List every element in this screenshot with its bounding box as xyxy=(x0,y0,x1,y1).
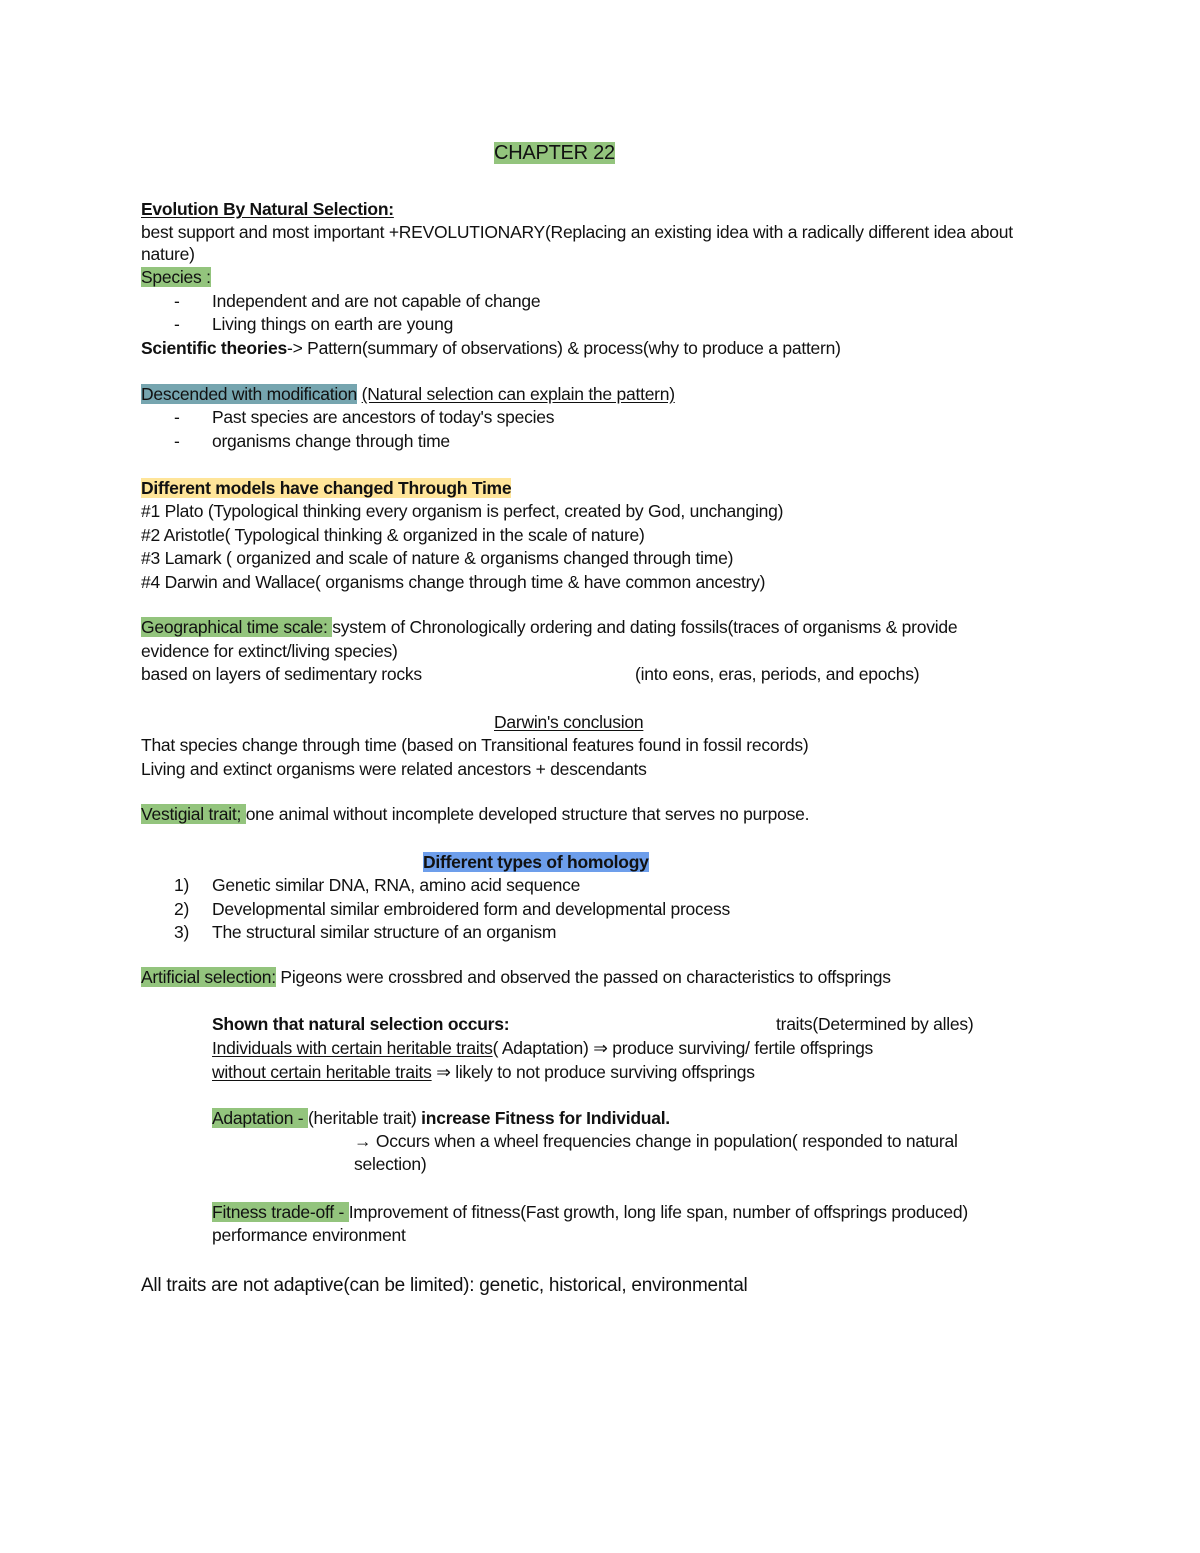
dash-bullet-icon: - xyxy=(174,407,180,427)
models-heading: Different models have changed Through Time xyxy=(141,478,512,498)
dash-bullet-icon: - xyxy=(174,291,180,311)
model-item: #4 Darwin and Wallace( organisms change through time & have common ancestry) xyxy=(141,572,766,592)
fitness-line-2: performance environment xyxy=(212,1225,406,1245)
model-item: #1 Plato (Typological thinking every organism is perfect, created by God, unchanging) xyxy=(141,501,784,521)
geo-line-3-right: (into eons, eras, periods, and epochs) xyxy=(635,664,920,684)
fitness-line-1: Fitness trade-off - Improvement of fitness(Fast growth, long life span, number of offsprings produced) xyxy=(212,1202,968,1222)
species-label: Species : xyxy=(141,267,211,287)
dash-bullet-icon: - xyxy=(174,314,180,334)
shown-right-note: traits(Determined by alles) xyxy=(776,1014,974,1034)
chapter-title: CHAPTER 22 xyxy=(494,142,615,164)
darwin-line-1: That species change through time (based on Transitional features found in fossil records) xyxy=(141,735,809,755)
shown-heading: Shown that natural selection occurs: xyxy=(212,1014,510,1034)
model-item: #3 Lamark ( organized and scale of nature & organisms changed through time) xyxy=(141,548,734,568)
geo-line-1: Geographical time scale: system of Chronologically ordering and dating fossils(traces of organisms & provide xyxy=(141,617,958,637)
all-traits-line: All traits are not adaptive(can be limited): genetic, historical, environmental xyxy=(141,1275,748,1296)
scientific-theories-line: Scientific theories-> Pattern(summary of observations) & process(why to produce a pattern) xyxy=(141,338,841,358)
adaptation-arrow-line-1: → Occurs when a wheel frequencies change in population( responded to natural xyxy=(354,1131,958,1151)
dash-bullet-icon: - xyxy=(174,431,180,451)
model-item: #2 Aristotle( Typological thinking & organized in the scale of nature) xyxy=(141,525,645,545)
descended-line: Descended with modification (Natural selection can explain the pattern) xyxy=(141,384,675,404)
darwin-line-2: Living and extinct organisms were related ancestors + descendants xyxy=(141,759,647,779)
evolution-line-1: best support and most important +REVOLUTIONARY(Replacing an existing idea with a radically different idea about xyxy=(141,222,1013,242)
evolution-line-2: nature) xyxy=(141,244,195,264)
document-page: CHAPTER 22 Evolution By Natural Selection: best support and most important +REVOLUTIONARY(Replacing an existing idea with a radically different idea about nature) Species : - Independent and are not capable of change - Living things on earth are young Scientific theories-> Pattern(summary of observations) & process(why to produce a pattern) Descended with modification (Natural selection can explain the pattern) - Past species are ancestors of today's species - organisms change through time Different models have changed Through Time #1 Plato (Typological thinking every organism is perfect, created by God, unchanging) #2 Aristotle( Typological thinking & organized in the scale of nature) #3 Lamark ( organized and scale of nature & organisms changed through time) #4 Darwin and Wallace( organisms change through time & have common ancestry) Geographical time scale: system of Chronologically ordering and dating fossils(traces of organisms & provide evidence for extinct/living species) based on layers of sedimentary rocks (into eons, eras, periods, and epochs) Darwin's conclusion That species change through time (based on Transitional features found in fossil records) Living and extinct organisms were related ancestors + descendants Vestigial trait; one animal without incomplete developed structure that serves no purpose. Different types of homology 1) Genetic similar DNA, RNA, amino acid sequence 2) Developmental similar embroidered form and developmental process 3) The structural similar structure of an organism Artificial selection: Pigeons were crossbred and observed the passed on characteristics to offsprings Shown that natural selection occurs: traits(Determined by alles) Individuals with certain heritable traits( Adaptation) ⇒ produce surviving/ fertile offsprings without certain heritable traits ⇒ likely to not produce surviving offsprings Adaptation - (heritable trait) increase Fitness for Individual. → Occurs when a wheel frequencies change in population( responded to natural selection) Fitness trade-off - Improvement of fitness(Fast growth, long life span, number of offsprings produced) performance environment All traits are not adaptive(can be limited): genetic, historical, environmental xyxy=(141,142,1013,1296)
shown-line-1: Individuals with certain heritable traits( Adaptation) ⇒ produce surviving/ fertile offsprings xyxy=(212,1038,874,1058)
vestigial-line: Vestigial trait; one animal without incomplete developed structure that serves no purpose. xyxy=(141,804,810,824)
darwin-heading: Darwin's conclusion xyxy=(494,712,644,732)
homology-heading: Different types of homology xyxy=(423,852,649,872)
adaptation-arrow-line-2: selection) xyxy=(354,1154,427,1174)
geo-line-2: evidence for extinct/living species) xyxy=(141,641,398,661)
adaptation-line: Adaptation - (heritable trait) increase Fitness for Individual. xyxy=(212,1108,670,1128)
shown-line-2: without certain heritable traits ⇒ likely to not produce surviving offsprings xyxy=(212,1062,755,1082)
artificial-selection-line: Artificial selection: Pigeons were crossbred and observed the passed on characteristics to offsprings xyxy=(141,967,891,987)
evolution-heading: Evolution By Natural Selection: xyxy=(141,199,394,219)
geo-line-3: based on layers of sedimentary rocks xyxy=(141,664,422,684)
